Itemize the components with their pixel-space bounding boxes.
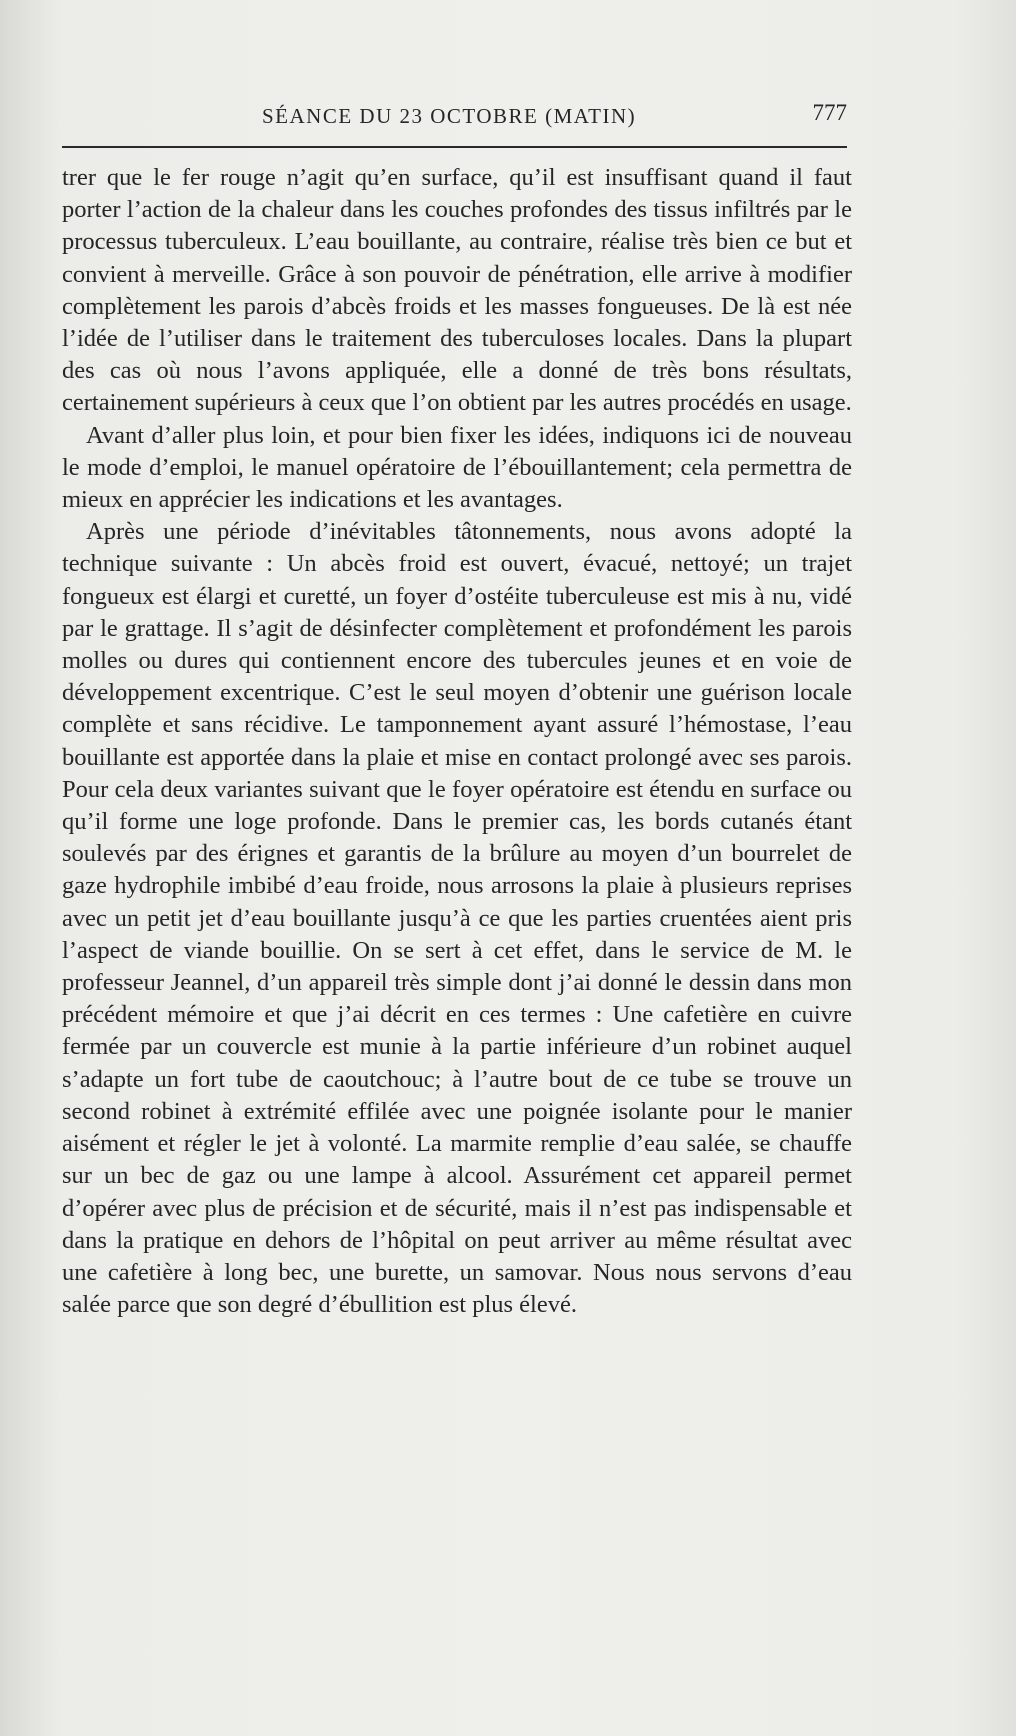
page-number: 777 bbox=[812, 100, 847, 125]
page-header bbox=[62, 98, 847, 138]
body-text bbox=[62, 162, 852, 1321]
header-rule bbox=[62, 146, 847, 148]
running-title: SÉANCE DU 23 OCTOBRE (MATIN) bbox=[262, 104, 637, 128]
paragraph: Avant d’aller plus loin, et pour bien fixer les idées, indiquons ici de nouveau le mode d’emploi, le manuel opératoire de l’ébouillantement; cela permettra de mieux en apprécier les indications et les avantages. bbox=[62, 421, 852, 514]
paragraph: Après une période d’inévitables tâtonnements, nous avons adopté la technique suivante : Un abcès froid est ouvert, évacué, nettoyé; un trajet fongueux est élargi et curetté, un foyer d’ostéite tuberculeuse est mis à nu, vidé par le grattage. Il s’agit de désinfecter complètement et profondément les parois molles ou dures qui contiennent encore des tubercules jeunes et en voie de développement excentrique. C’est le seul moyen d’obtenir une guérison locale complète et sans récidive. Le tamponnement ayant assuré l’hémostase, l’eau bouillante est apportée dans la plaie et mise en contact prolongé avec ses parois. Pour cela deux variantes suivant que le foyer opératoire est étendu en surface ou qu’il forme une loge profonde. Dans le premier cas, les bords cutanés étant soulevés par des érignes et garantis de la brûlure au moyen d’un bourrelet de gaze hydrophile imbibé d’eau froide, nous arrosons la plaie à plusieurs reprises avec un petit jet d’eau bouillante jusqu’à ce que les parties cruentées aient pris l’aspect de viande bouillie. On se sert à cet effet, dans le service de M. le professeur Jeannel, d’un appareil très simple dont j’ai donné le dessin dans mon précédent mémoire et que j’ai décrit en ces termes : Une cafetière en cuivre fermée par un couvercle est munie à la partie inférieure d’un robinet auquel s’adapte un fort tube de caoutchouc; à l’autre bout de ce tube se trouve un second robinet à extrémité effilée avec une poignée isolante pour le manier aisément et régler le jet à volonté. La marmite remplie d’eau salée, se chauffe sur un bec de gaz ou une lampe à alcool. Assurément cet appareil permet d’opérer avec plus de précision et de sécurité, mais il n’est pas indispensable et dans la pratique en dehors de l’hôpital on peut arriver au même résultat avec une cafetière à long bec, une burette, un samovar. Nous nous servons d’eau salée parce que son degré d’ébullition est plus élevé. bbox=[62, 518, 852, 1319]
paragraph: trer que le fer rouge n’agit qu’en surface, qu’il est insuffisant quand il faut porter l’action de la chaleur dans les couches profondes des tissus infiltrés par le processus tuberculeux. L’eau bouillante, au contraire, réalise très bien ce but et convient à merveille. Grâce à son pouvoir de pénétration, elle arrive à modifier complètement les parois d’abcès froids et les masses fongueuses. De là est née l’idée de l’utiliser dans le traitement des tuberculoses locales. Dans la plupart des cas où nous l’avons appliquée, elle a donné de très bons résultats, certainement supérieurs à ceux que l’on obtient par les autres procédés en usage. bbox=[62, 164, 852, 417]
